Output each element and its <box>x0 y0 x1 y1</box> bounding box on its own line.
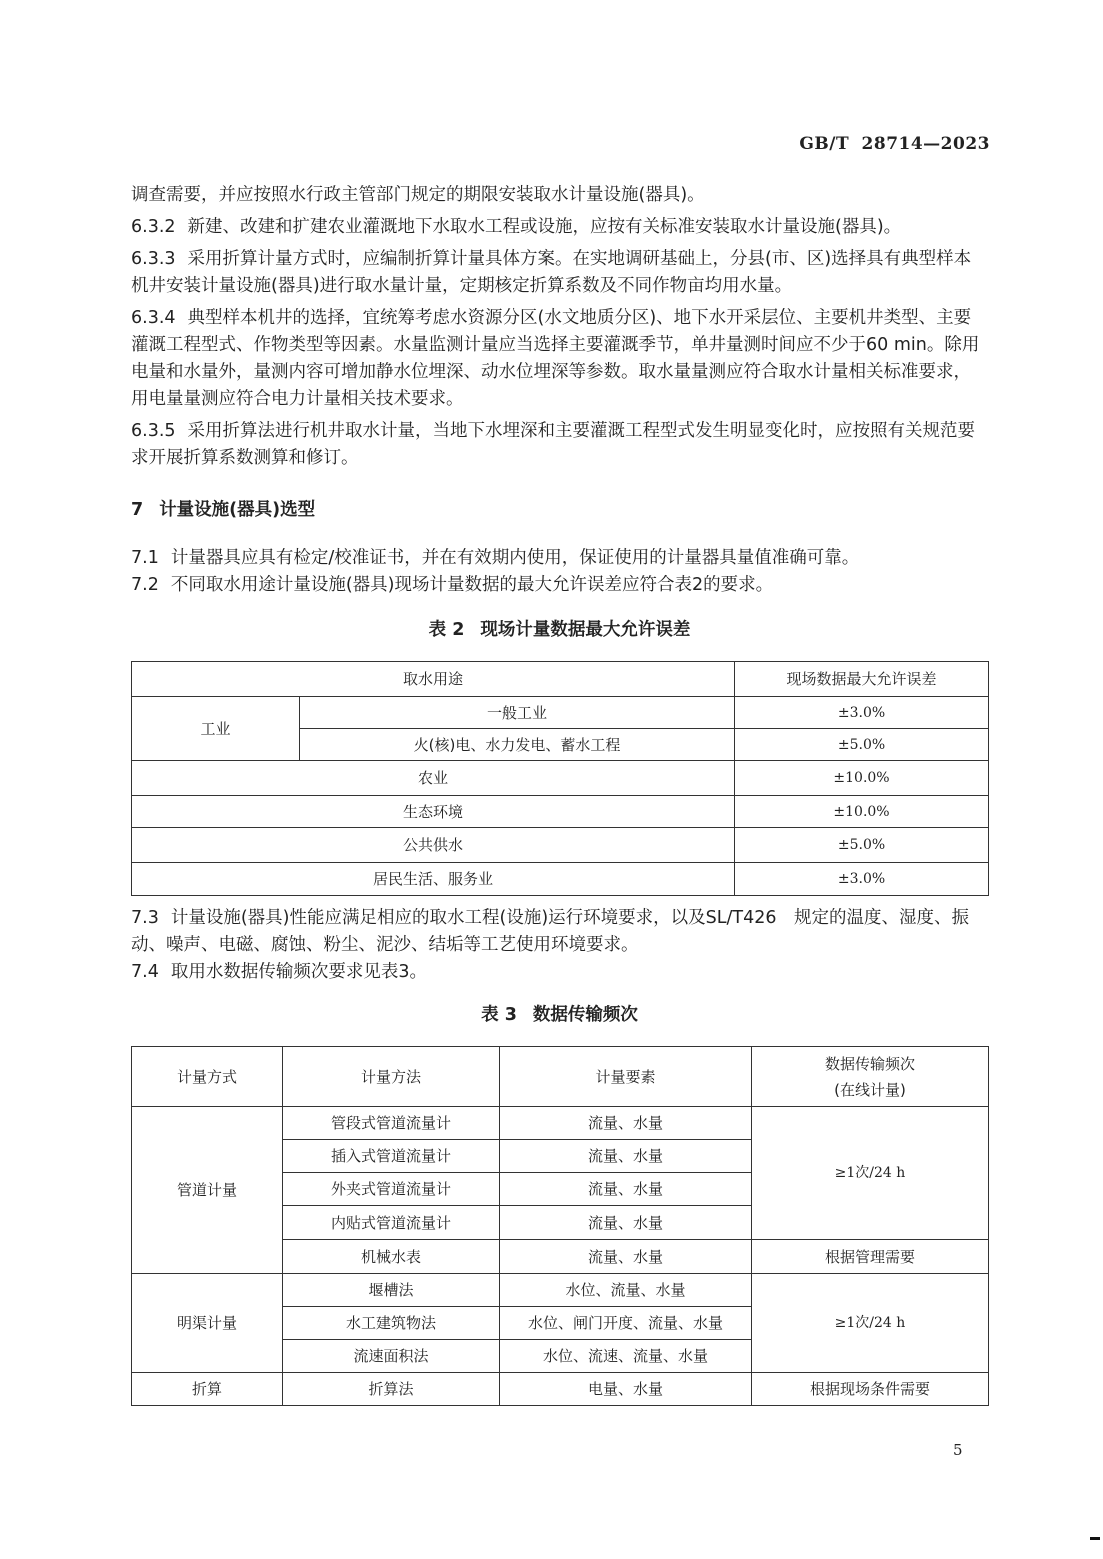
table-cell: 生态环境 <box>132 796 735 828</box>
table-header-cell: 计量要素 <box>500 1047 752 1107</box>
table-title: 现场计量数据最大允许误差 <box>480 620 691 640</box>
table-cell: ≥1次/24 h <box>752 1274 989 1373</box>
table-cell: 水工建筑物法 <box>283 1307 500 1340</box>
table-cell: ±5.0% <box>735 729 989 761</box>
table-cell: 根据管理需要 <box>752 1240 989 1274</box>
table-cell: 外夹式管道流量计 <box>283 1173 500 1206</box>
table-header-cell: 取水用途 <box>132 662 735 697</box>
table-cell: 堰槽法 <box>283 1274 500 1307</box>
table-row <box>132 697 989 729</box>
clause-7-1 <box>131 545 988 572</box>
corner-mark <box>1090 1537 1100 1540</box>
table-cell: 公共供水 <box>132 828 735 863</box>
table-cell: 折算 <box>132 1373 283 1406</box>
clause-6-3-5 <box>131 418 988 472</box>
table-cell: ±10.0% <box>735 761 989 796</box>
table-title: 数据传输频次 <box>532 1005 638 1025</box>
table-cell: 电量、水量 <box>500 1373 752 1406</box>
table-cell: 流量、水量 <box>500 1173 752 1206</box>
table-cell: 内贴式管道流量计 <box>283 1206 500 1240</box>
table-cell: 一般工业 <box>300 697 735 729</box>
table-row <box>132 1373 989 1406</box>
clause-6-3-4 <box>131 305 988 413</box>
table-cell: ±5.0% <box>735 828 989 863</box>
header-line: 数据传输频次 <box>824 1054 915 1073</box>
clause-number: 6.3.5 <box>131 421 176 441</box>
table-row <box>132 828 989 863</box>
continuation-paragraph: 调查需要，并应按照水行政主管部门规定的期限安装取水计量设施(器具)。 <box>131 185 705 205</box>
table-cell: ±3.0% <box>735 863 989 896</box>
page-number: 5 <box>953 1441 963 1459</box>
clause-number: 6.3.4 <box>131 308 176 328</box>
table-number: 表 2 <box>428 620 465 640</box>
table-cell: 插入式管道流量计 <box>283 1140 500 1173</box>
table-cell: ≥1次/24 h <box>752 1107 989 1240</box>
section-7-heading <box>131 497 988 524</box>
clause-text: 典型样本机井的选择，宜统筹考虑水资源分区(水文地质分区)、地下水开采层位、主要机井类型、主要灌溉工程型式、作物类型等因素。水量监测计量应当选择主要灌溉季节，单井量测时间应不少于60 min。除用电量和水量外，量测内容可增加静水位埋深、动水位埋深等参数。取水量量测应符合取水计量相关标准要求，用电量量测应符合电力计量相关技术要求。 <box>131 308 980 409</box>
table-cell: 水位、流速、流量、水量 <box>500 1340 752 1373</box>
table-cell: 管道计量 <box>132 1107 283 1274</box>
table-header-cell: 计量方法 <box>283 1047 500 1107</box>
standard-code: GB/T 28714—2023 <box>799 134 990 154</box>
clause-6-3-3 <box>131 246 988 300</box>
clause-text: 采用折算法进行机井取水计量，当地下水埋深和主要灌溉工程型式发生明显变化时，应按照有关规范要求开展折算系数测算和修订。 <box>131 421 976 468</box>
clause-7-4 <box>131 959 988 986</box>
clause-text: 计量设施(器具)性能应满足相应的取水工程(设施)运行环境要求，以及SL/T426 规定的温度、湿度、振动、噪声、电磁、腐蚀、粉尘、泥沙、结垢等工艺使用环境要求。 <box>131 908 969 955</box>
table-cell: 流量、水量 <box>500 1240 752 1274</box>
clause-text: 计量器具应具有检定/校准证书，并在有效期内使用，保证使用的计量器具量值准确可靠。 <box>170 548 860 568</box>
table-cell: 根据现场条件需要 <box>752 1373 989 1406</box>
table-header-cell: 计量方式 <box>132 1047 283 1107</box>
table-cell: 水位、流量、水量 <box>500 1274 752 1307</box>
section-title: 计量设施(器具)选型 <box>159 500 316 520</box>
clause-text: 新建、改建和扩建农业灌溉地下水取水工程或设施，应按有关标准安装取水计量设施(器具)。 <box>187 217 902 237</box>
clause-7-2 <box>131 572 988 599</box>
table-cell: ±3.0% <box>735 697 989 729</box>
table-cell: 折算法 <box>283 1373 500 1406</box>
clause-6-3-2 <box>131 214 988 241</box>
clause-7-3 <box>131 905 988 959</box>
clause-number: 7.3 <box>131 908 159 928</box>
clause-text: 不同取水用途计量设施(器具)现场计量数据的最大允许误差应符合表2的要求。 <box>170 575 774 595</box>
table-row <box>132 796 989 828</box>
table-3-caption <box>131 1002 988 1029</box>
table-cell: 流量、水量 <box>500 1140 752 1173</box>
table-cell: 农业 <box>132 761 735 796</box>
table-row <box>132 1107 989 1140</box>
table-row <box>132 863 989 896</box>
table-row <box>132 761 989 796</box>
table-row <box>132 1047 989 1107</box>
table-2-caption <box>131 617 988 644</box>
table-cell: ±10.0% <box>735 796 989 828</box>
table-header-cell: 现场数据最大允许误差 <box>735 662 989 697</box>
table-cell: 流量、水量 <box>500 1107 752 1140</box>
table-cell: 水位、闸门开度、流量、水量 <box>500 1307 752 1340</box>
table-cell: 流量、水量 <box>500 1206 752 1240</box>
clause-number: 7.4 <box>131 962 159 982</box>
clause-number: 6.3.2 <box>131 217 176 237</box>
table-2 <box>131 661 989 896</box>
table-header-cell <box>752 1047 989 1107</box>
table-cell: 管段式管道流量计 <box>283 1107 500 1140</box>
table-cell: 机械水表 <box>283 1240 500 1274</box>
document-body <box>131 182 988 1406</box>
clause-number: 7.2 <box>131 575 159 595</box>
section-number: 7 <box>131 500 144 520</box>
table-cell: 明渠计量 <box>132 1274 283 1373</box>
table-cell: 流速面积法 <box>283 1340 500 1373</box>
table-row <box>132 1274 989 1307</box>
table-row <box>132 662 989 697</box>
table-number: 表 3 <box>481 1005 517 1025</box>
clause-number: 7.1 <box>131 548 159 568</box>
table-cell: 火(核)电、水力发电、蓄水工程 <box>300 729 735 761</box>
header-line: (在线计量) <box>834 1080 906 1099</box>
table-cell: 工业 <box>132 697 300 761</box>
clause-number: 6.3.3 <box>131 249 176 269</box>
table-3 <box>131 1046 989 1406</box>
table-cell: 居民生活、服务业 <box>132 863 735 896</box>
clause-text: 采用折算计量方式时，应编制折算计量具体方案。在实地调研基础上，分县(市、区)选择具有典型样本机井安装计量设施(器具)进行取水量计量，定期核定折算系数及不同作物亩均用水量。 <box>131 249 972 296</box>
clause-text: 取用水数据传输频次要求见表3。 <box>170 962 427 982</box>
